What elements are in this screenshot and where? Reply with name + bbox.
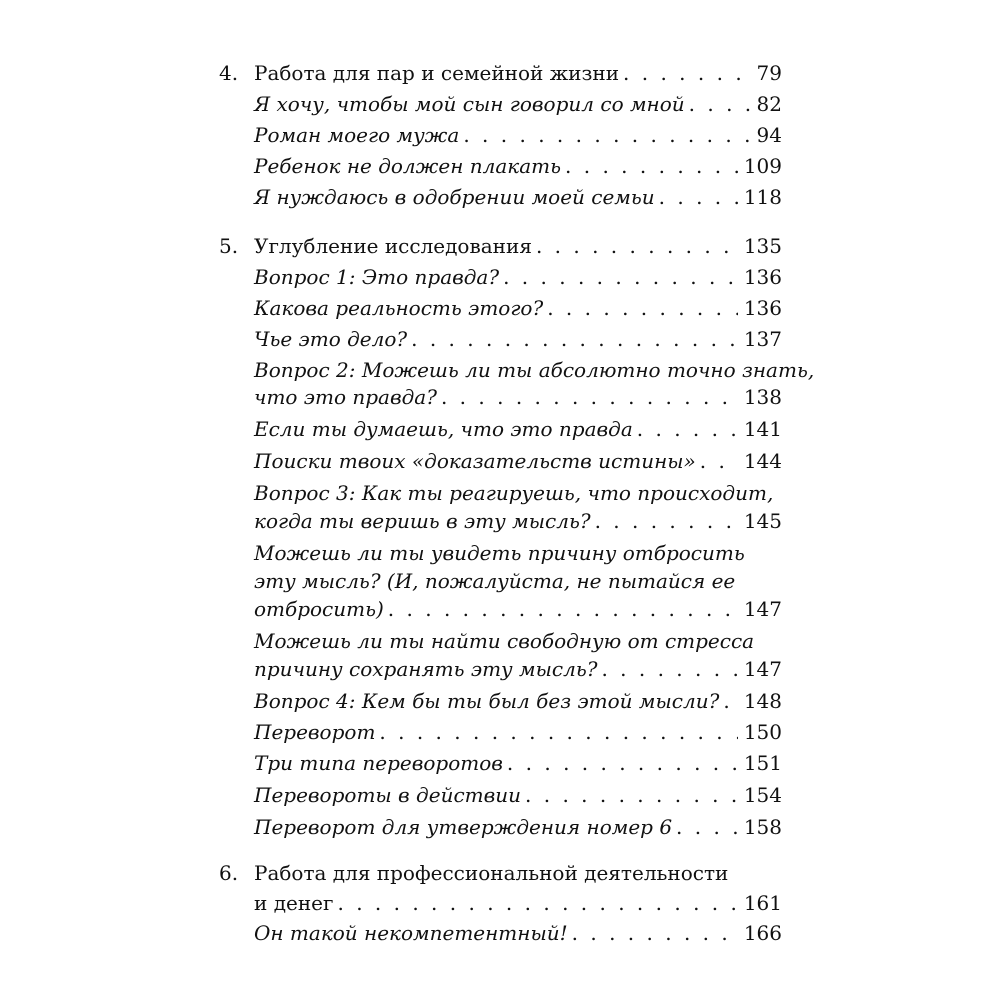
page-number: 161: [743, 891, 782, 915]
page-number: 82: [756, 92, 782, 116]
toc-entry-continued[interactable]: эту мысль? (И, пожалуйста, не пытайся ее: [254, 569, 736, 593]
section-number: 6.: [219, 861, 239, 885]
entry-title: Чье это дело?: [254, 327, 408, 351]
entry-title: Вопрос 1: Это правда?: [254, 265, 500, 289]
toc-entry[interactable]: [254, 151, 782, 181]
dot-leader: [388, 594, 738, 624]
entry-title: Какова реальность этого?: [254, 296, 544, 320]
toc-entry[interactable]: [254, 89, 782, 119]
entry-title: Переворот для утверждения номер 6: [254, 815, 673, 839]
page-number: 147: [743, 597, 782, 621]
dot-leader: [595, 506, 738, 536]
page-number: 166: [743, 921, 782, 945]
dot-leader: [503, 262, 738, 292]
toc-entry[interactable]: [254, 654, 782, 684]
section-number: 4.: [219, 61, 239, 85]
entry-title: причину сохранять эту мысль?: [254, 657, 598, 681]
page-number: 158: [743, 815, 782, 839]
section-number: 5.: [219, 234, 239, 258]
entry-title: что это правда?: [254, 385, 437, 409]
dot-leader: [700, 446, 738, 476]
dot-leader: [536, 231, 738, 261]
page-number: 136: [743, 296, 782, 320]
dot-leader: [441, 382, 738, 412]
page-number: 79: [756, 61, 782, 85]
toc-entry[interactable]: [254, 182, 782, 212]
entry-title: Перевороты в действии: [254, 783, 522, 807]
dot-leader: [623, 58, 751, 88]
entry-title: Переворот: [254, 720, 376, 744]
page-number: 144: [743, 449, 782, 473]
entry-title: Ребенок не должен плакать: [254, 154, 562, 178]
page-number: 135: [743, 234, 782, 258]
toc-entry[interactable]: [254, 780, 782, 810]
entry-title: Роман моего мужа: [254, 123, 460, 147]
toc-entry-continued[interactable]: Можешь ли ты увидеть причину отбросить: [254, 541, 745, 565]
toc-entry[interactable]: [254, 324, 782, 354]
page-number: 145: [743, 509, 782, 533]
dot-leader: [676, 812, 738, 842]
dot-leader: [637, 414, 738, 444]
toc-entry[interactable]: [254, 262, 782, 292]
toc-entry-continued[interactable]: Можешь ли ты найти свободную от стресса: [254, 629, 755, 653]
toc-entry[interactable]: [254, 594, 782, 624]
entry-title: Если ты думаешь, что это правда: [254, 417, 633, 441]
page-number: 136: [743, 265, 782, 289]
page-number: 118: [743, 185, 782, 209]
entry-title: Я нуждаюсь в одобрении моей семьи: [254, 185, 655, 209]
dot-leader: [463, 120, 750, 150]
section-heading[interactable]: [254, 231, 782, 261]
entry-title: Вопрос 4: Кем бы ты был без этой мысли?: [254, 689, 720, 713]
page-number: 109: [743, 154, 782, 178]
toc-entry[interactable]: [254, 293, 782, 323]
toc-entry-continued[interactable]: Вопрос 3: Как ты реагируешь, что происходит,: [254, 481, 774, 505]
toc-entry[interactable]: [254, 446, 782, 476]
dot-leader: [659, 182, 738, 212]
toc-entry[interactable]: [254, 812, 782, 842]
dot-leader: [565, 151, 738, 181]
entry-title: Он такой некомпетентный!: [254, 921, 568, 945]
dot-leader: [525, 780, 738, 810]
page-number: 141: [743, 417, 782, 441]
page-number: 151: [743, 751, 782, 775]
entry-title: Три типа переворотов: [254, 751, 503, 775]
dot-leader: [572, 918, 738, 948]
toc-entry[interactable]: [254, 120, 782, 150]
entry-title: отбросить): [254, 597, 384, 621]
entry-title: когда ты веришь в эту мысль?: [254, 509, 591, 533]
toc-entry[interactable]: [254, 382, 782, 412]
toc-entry[interactable]: [254, 748, 782, 778]
page-number: 147: [743, 657, 782, 681]
toc-entry[interactable]: [254, 506, 782, 536]
dot-leader: [379, 717, 737, 747]
section-title: Работа для пар и семейной жизни: [254, 61, 620, 85]
dot-leader: [507, 748, 738, 778]
page-number: 150: [743, 720, 782, 744]
page-number: 94: [756, 123, 782, 147]
section-heading-continued[interactable]: Работа для профессиональной деятельности: [254, 861, 729, 885]
toc-entry[interactable]: [254, 414, 782, 444]
toc-entry[interactable]: [254, 717, 782, 747]
dot-leader: [601, 654, 737, 684]
section-title: Углубление исследования: [254, 234, 532, 258]
section-title: и денег: [254, 891, 334, 915]
dot-leader: [547, 293, 738, 323]
toc-entry-continued[interactable]: Вопрос 2: Можешь ли ты абсолютно точно знать,: [254, 358, 815, 382]
dot-leader: [689, 89, 751, 119]
toc-entry[interactable]: [254, 918, 782, 948]
dot-leader: [411, 324, 738, 354]
entry-title: Я хочу, чтобы мой сын говорил со мной: [254, 92, 685, 116]
toc-entry[interactable]: [254, 686, 782, 716]
page-number: 138: [743, 385, 782, 409]
page-number: 148: [743, 689, 782, 713]
section-heading[interactable]: [254, 888, 782, 918]
dot-leader: [723, 686, 738, 716]
page-number: 137: [743, 327, 782, 351]
page-number: 154: [743, 783, 782, 807]
entry-title: Поиски твоих «доказательств истины»: [254, 449, 696, 473]
section-heading[interactable]: [254, 58, 782, 88]
dot-leader: [337, 888, 737, 918]
